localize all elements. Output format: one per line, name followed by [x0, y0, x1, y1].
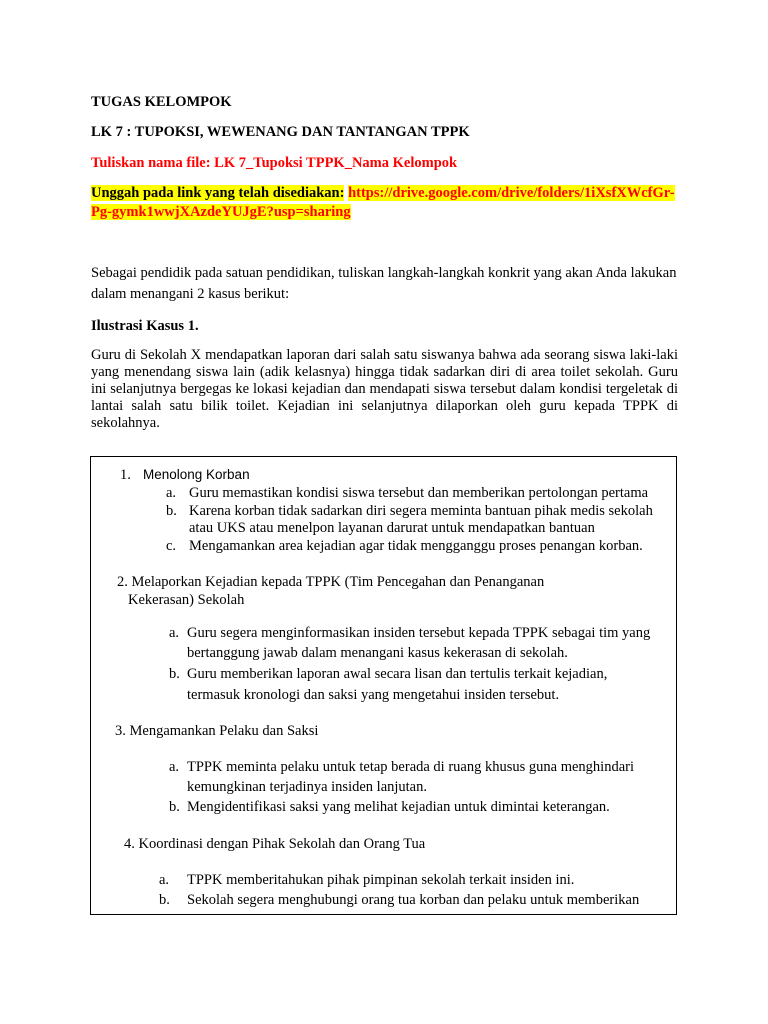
- filename-instruction: Tuliskan nama file: LK 7_Tupoksi TPPK_Nama Kelompok: [91, 155, 458, 171]
- s4-a-text: TPPK memberitahukan pihak pimpinan sekolah terkait insiden ini.: [187, 872, 575, 888]
- s2-title-2: Kekerasan) Sekolah: [128, 592, 245, 608]
- worksheet-title: LK 7 : TUPOKSI, WEWENANG DAN TANTANGAN TPPK: [91, 124, 470, 140]
- s2-b-marker: b.: [169, 666, 180, 682]
- s3-a-text-1: TPPK meminta pelaku untuk tetap berada di ruang khusus guna menghindari: [187, 759, 634, 775]
- s3-a-text-2: kemungkinan terjadinya insiden lanjutan.: [187, 779, 427, 795]
- s1-b-text-1: Karena korban tidak sadarkan diri segera meminta bantuan pihak medis sekolah: [189, 503, 653, 519]
- s1-a-text: Guru memastikan kondisi siswa tersebut dan memberikan pertolongan pertama: [189, 485, 649, 501]
- s3-a-marker: a.: [169, 759, 180, 775]
- doc-title: TUGAS KELOMPOK: [91, 94, 232, 110]
- s3-title: 3. Mengamankan Pelaku dan Saksi: [115, 723, 319, 739]
- s3-b-text: Mengidentifikasi saksi yang melihat kejadian untuk dimintai keterangan.: [187, 799, 610, 815]
- s1-a-marker: a.: [166, 485, 177, 501]
- s2-b-text-1: Guru memberikan laporan awal secara lisan dan tertulis terkait kejadian,: [187, 666, 608, 682]
- case-heading: Ilustrasi Kasus 1.: [91, 318, 199, 334]
- s4-a-marker: a.: [159, 872, 170, 888]
- s4-b-text: Sekolah segera menghubungi orang tua korban dan pelaku untuk memberikan: [187, 892, 640, 908]
- s4-b-marker: b.: [159, 892, 170, 908]
- answer-box: [90, 456, 677, 915]
- s1-b-marker: b.: [166, 503, 177, 519]
- s4-title: 4. Koordinasi dengan Pihak Sekolah dan Orang Tua: [124, 836, 426, 852]
- s2-title-1: 2. Melaporkan Kejadian kepada TPPK (Tim Pencegahan dan Penanganan: [117, 574, 545, 590]
- s1-c-text: Mengamankan area kejadian agar tidak mengganggu proses penangan korban.: [189, 538, 643, 554]
- s1-number: 1.: [120, 467, 131, 483]
- case-body: Guru di Sekolah X mendapatkan laporan dari salah satu siswanya bahwa ada seorang siswa laki-laki yang menendang siswa lain (adik kelasnya) hingga tidak sadarkan diri di area toilet sekolah. Guru ini selanjutnya bergegas ke lokasi kejadian dan mendapati siswa tersebut dalam kondisi tergeletak di lantai salah satu bilik toilet. Kejadian ini selanjutnya dilaporkan oleh guru kepada TPPK di sekolahnya.: [91, 347, 678, 431]
- upload-label: Unggah pada link yang telah disediakan:: [91, 185, 345, 201]
- s3-b-marker: b.: [169, 799, 180, 815]
- s1-title: Menolong Korban: [143, 467, 250, 482]
- intro-paragraph: Sebagai pendidik pada satuan pendidikan, tuliskan langkah-langkah konkrit yang akan Anda lakukan dalam menangani 2 kasus berikut:: [91, 265, 677, 302]
- s2-a-marker: a.: [169, 625, 180, 641]
- s2-b-text-2: termasuk kronologi dan saksi yang mengetahui insiden tersebut.: [187, 687, 560, 703]
- upload-instruction: [91, 184, 681, 222]
- s1-c-marker: c.: [166, 538, 177, 554]
- upload-link[interactable]: https://drive.google.com/drive/folders/1iXsfXWcfGr-Pg-gymk1wwjXAzdeYUJgE?usp=sharing: [91, 185, 675, 220]
- s1-b-text-2: atau UKS atau menelpon layanan darurat untuk mendapatkan bantuan: [189, 520, 595, 536]
- s2-a-text-1: Guru segera menginformasikan insiden tersebut kepada TPPK sebagai tim yang: [187, 625, 651, 641]
- s2-a-text-2: bertanggung jawab dalam menangani kasus kekerasan di sekolah.: [187, 645, 568, 661]
